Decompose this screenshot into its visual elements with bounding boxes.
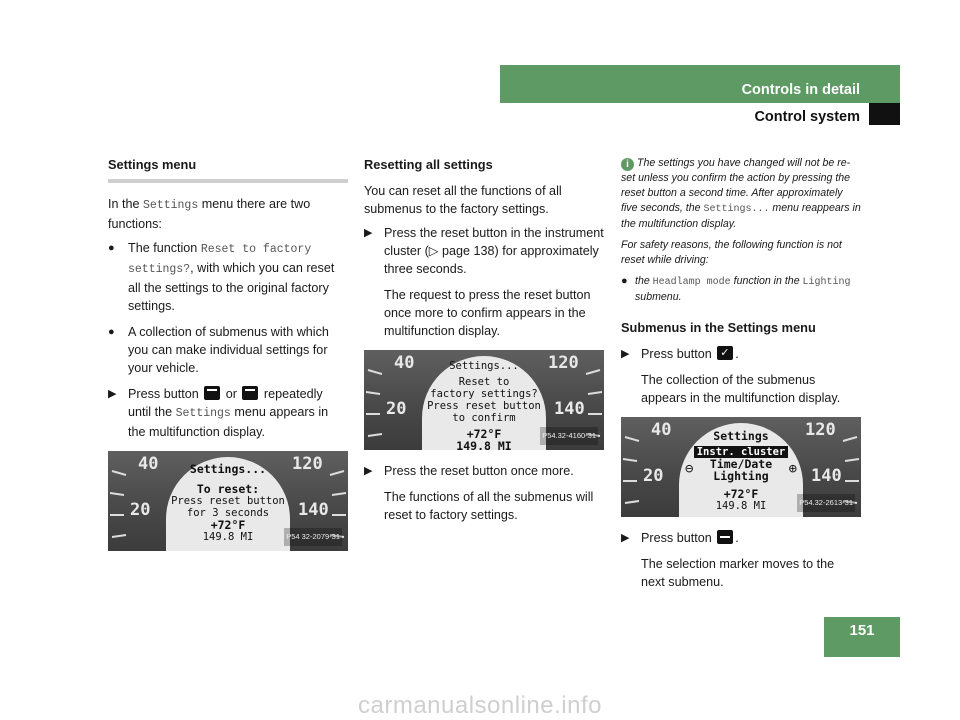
minus-icon: ⊖ xyxy=(685,461,694,477)
submenus-heading: Submenus in the Settings menu xyxy=(621,320,816,335)
minus-button-icon xyxy=(717,530,733,544)
image-reference: P54.32-2613-31 xyxy=(797,494,855,512)
gauge-label: 120 xyxy=(292,454,323,474)
gauge-label: 140 xyxy=(811,466,842,486)
step-item: ▶ Press button or repeatedly until the Settings menu appears in the multifunction display. xyxy=(108,387,329,439)
page-ref-triangle-icon: ▷ xyxy=(428,244,442,258)
step-item: ▶ Press the reset button once more. xyxy=(364,464,574,478)
page-number: 151 xyxy=(824,617,900,657)
bullet-dot-icon: ● xyxy=(621,275,628,287)
watermark: carmanualsonline.info xyxy=(358,692,602,719)
scroll-back-button-icon xyxy=(204,386,220,400)
step-item: ▶ Press the reset button in the instrument cluster (▷ page 138) for approximately three seconds. xyxy=(364,226,604,276)
gauge-label: 20 xyxy=(643,466,664,486)
gauge-label: 40 xyxy=(394,353,415,373)
plus-icon: ⊕ xyxy=(788,461,797,477)
list-item: ● the Headlamp mode function in the Lighting submenu. xyxy=(621,275,851,303)
triangle-right-icon: ▶ xyxy=(364,227,373,239)
multifunction-display: Settings... To reset: Press reset button for 3 seconds +72°F 149.8 MI xyxy=(166,457,290,551)
bullet-dot-icon: ● xyxy=(108,326,115,338)
list-item: ● A collection of submenus with which you can make individual settings for your vehicle. xyxy=(108,325,329,375)
info-box: i The settings you have changed will not be re-set unless you confirm the action by pressing the reset button a second time. After approximately five seconds, the Settings... menu reappears in the multifunction display. For safety reasons, the following function is not reset while driving: ● the Headlamp mode function in the Lighting submenu. xyxy=(621,157,861,303)
list-item: ● The function Reset to factory settings?, with which you can reset all the settings to the original factory settings. xyxy=(108,241,335,313)
resetting-heading: Resetting all settings xyxy=(364,157,493,172)
multifunction-display: Settings... Reset to factory settings? Press reset button to confirm +72°F 149.8 MI xyxy=(422,356,546,450)
step-note: The functions of all the submenus will reset to factory settings. xyxy=(384,490,594,522)
bullet-dot-icon: ● xyxy=(108,242,115,254)
instrument-cluster-image xyxy=(621,417,861,517)
column-resetting xyxy=(364,156,604,532)
gauge-label: 20 xyxy=(130,500,151,520)
triangle-right-icon: ▶ xyxy=(621,532,630,544)
section-title: Controls in detail xyxy=(741,82,860,98)
selected-submenu: Instr. cluster xyxy=(694,446,789,458)
gauge-label: 40 xyxy=(651,420,672,440)
settings-intro: In the Settings menu there are two functions: xyxy=(108,197,311,231)
step-item: ▶ Press button ✓. xyxy=(621,345,861,363)
step-note: The request to press the reset button once more to confirm appears in the multifunction display. xyxy=(384,288,591,338)
header-block xyxy=(869,103,900,125)
subsection-title: Control system xyxy=(754,109,860,125)
step-note: The selection marker moves to the next submenu. xyxy=(641,557,835,589)
gauge-label: 40 xyxy=(138,454,159,474)
settings-menu-heading: Settings menu xyxy=(108,156,348,183)
step-item: ▶ Press button . xyxy=(621,531,739,545)
gauge-label: 120 xyxy=(548,353,579,373)
column-submenus xyxy=(621,156,861,599)
instrument-cluster-image xyxy=(108,451,348,551)
resetting-intro: You can reset all the functions of all submenus to the factory settings. xyxy=(364,184,562,216)
down-button-icon xyxy=(717,346,733,360)
header-band xyxy=(500,65,900,103)
gauge-label: 140 xyxy=(554,399,585,419)
scroll-forward-button-icon xyxy=(242,386,258,400)
image-reference: P54 32-2079-31 xyxy=(284,528,342,546)
page-reference-link[interactable]: page 138 xyxy=(441,244,495,258)
image-reference: P54.32-4160-31 xyxy=(540,427,598,445)
gauge-label: 20 xyxy=(386,399,407,419)
gauge-label: 140 xyxy=(298,500,329,520)
info-icon: i xyxy=(621,158,634,171)
instrument-cluster-image xyxy=(364,350,604,450)
column-settings-menu xyxy=(108,156,348,563)
triangle-right-icon: ▶ xyxy=(621,348,630,360)
gauge-label: 120 xyxy=(805,420,836,440)
triangle-right-icon: ▶ xyxy=(364,465,373,477)
step-note: The collection of the submenus appears in the multifunction display. xyxy=(641,373,841,405)
multifunction-display: Settings Instr. cluster Time/Date Lighting +72°F 149.8 MI ⊖ ⊕ xyxy=(679,423,803,517)
triangle-right-icon: ▶ xyxy=(108,388,117,400)
